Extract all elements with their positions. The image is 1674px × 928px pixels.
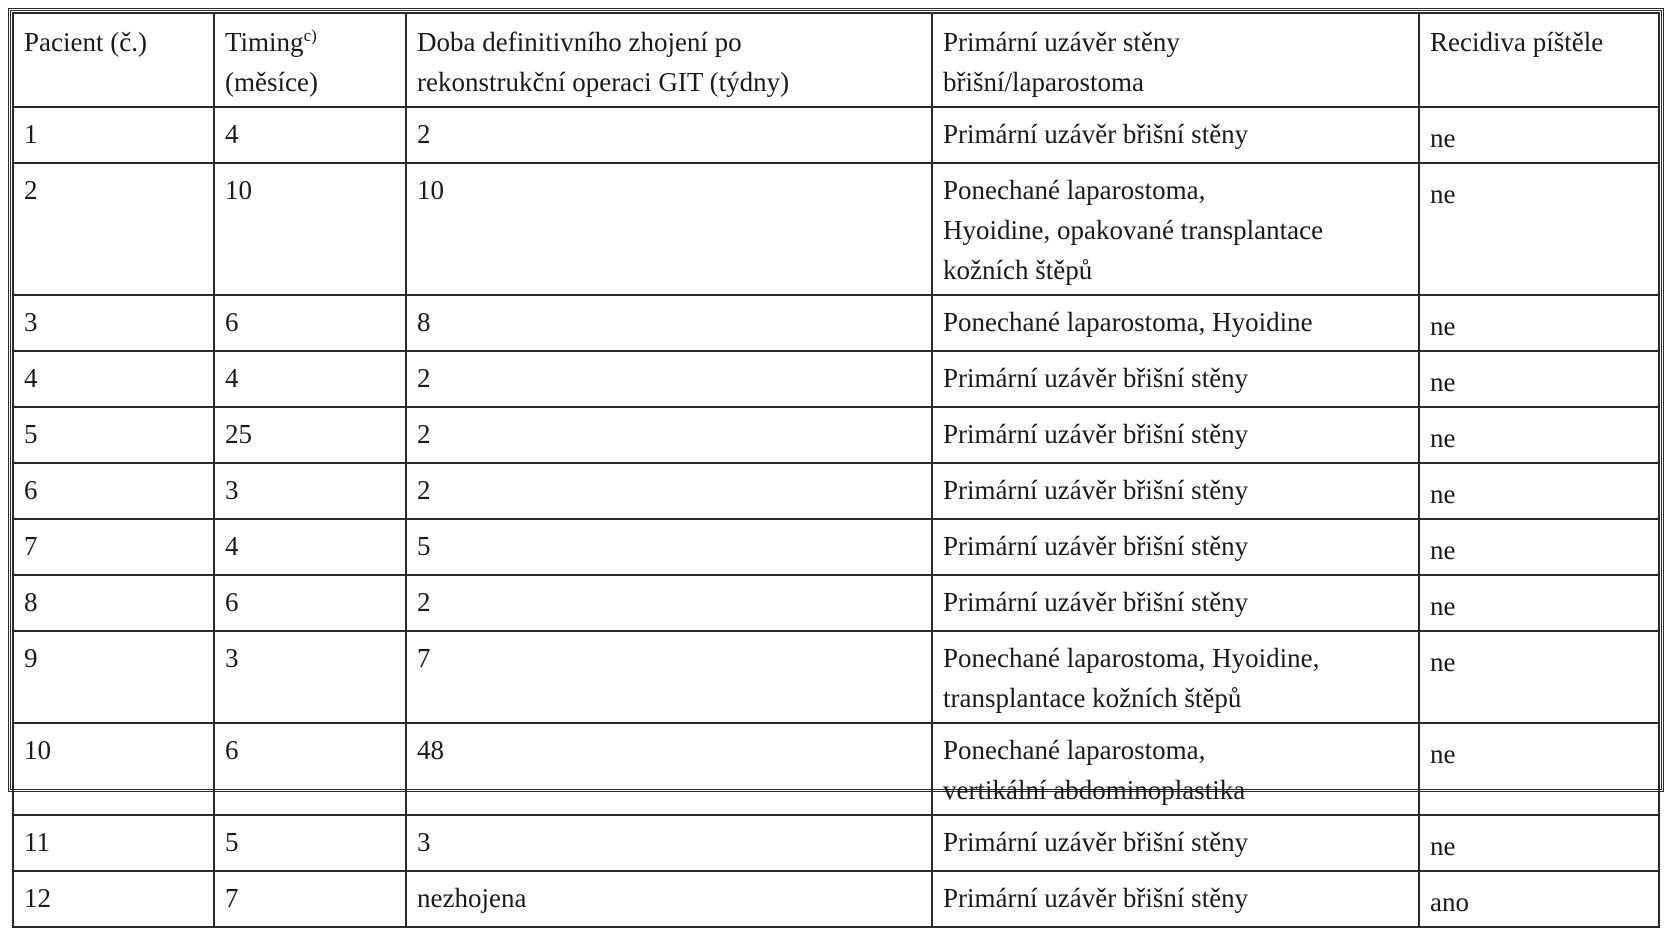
cell-timing — [214, 163, 406, 295]
header-healing — [406, 13, 932, 107]
cell-recurrence-text: ne — [1430, 479, 1456, 509]
cell-recurrence — [1419, 295, 1659, 351]
cell-healing-text: 3 — [417, 827, 431, 857]
cell-healing-text: 48 — [417, 735, 444, 765]
cell-recurrence-text: ano — [1430, 887, 1469, 917]
cell-timing-text: 5 — [225, 827, 239, 857]
cell-timing — [214, 463, 406, 519]
table-row — [13, 295, 1659, 351]
cell-closure-line: Primární uzávěr břišní stěny — [943, 419, 1249, 449]
cell-patient — [13, 107, 214, 163]
header-recurrence-label: Recidiva píštěle — [1430, 27, 1604, 57]
cell-closure-line: Primární uzávěr břišní stěny — [943, 475, 1249, 505]
cell-patient-text: 5 — [24, 419, 38, 449]
cell-patient-text: 12 — [24, 883, 51, 913]
cell-healing-text: 5 — [417, 531, 431, 561]
cell-timing-text: 4 — [225, 119, 239, 149]
cell-timing-text: 25 — [225, 419, 252, 449]
cell-closure-line: Ponechané laparostoma, — [943, 735, 1206, 765]
cell-closure — [932, 871, 1419, 927]
table-row — [13, 407, 1659, 463]
cell-healing — [406, 575, 932, 631]
cell-recurrence-text: ne — [1430, 591, 1456, 621]
cell-patient — [13, 871, 214, 927]
cell-recurrence-text: ne — [1430, 535, 1456, 565]
cell-timing — [214, 575, 406, 631]
cell-patient — [13, 463, 214, 519]
header-healing-line2: rekonstrukční operaci GIT (týdny) — [417, 67, 790, 97]
cell-closure-line: kožních štěpů — [943, 255, 1093, 285]
cell-closure-line: Primární uzávěr břišní stěny — [943, 363, 1249, 393]
cell-closure — [932, 351, 1419, 407]
header-timing-footnote: c) — [303, 26, 317, 45]
cell-recurrence-text: ne — [1430, 179, 1456, 209]
header-closure-line2: břišní/laparostoma — [943, 67, 1144, 97]
cell-closure-line: Primární uzávěr břišní stěny — [943, 883, 1249, 913]
cell-timing — [214, 723, 406, 815]
cell-timing — [214, 519, 406, 575]
cell-healing-text: 2 — [417, 475, 431, 505]
cell-healing-text: 2 — [417, 587, 431, 617]
cell-recurrence-text: ne — [1430, 423, 1456, 453]
header-timing-label: Timing — [225, 27, 304, 57]
patient-results-table — [12, 12, 1660, 928]
cell-timing-text: 6 — [225, 735, 239, 765]
header-timing — [214, 13, 406, 107]
table-row — [13, 519, 1659, 575]
cell-patient-text: 11 — [24, 827, 50, 857]
cell-healing — [406, 519, 932, 575]
cell-recurrence — [1419, 575, 1659, 631]
cell-closure — [932, 163, 1419, 295]
cell-closure — [932, 407, 1419, 463]
cell-healing — [406, 631, 932, 723]
cell-patient — [13, 575, 214, 631]
cell-patient — [13, 723, 214, 815]
cell-closure — [932, 575, 1419, 631]
cell-closure — [932, 295, 1419, 351]
table-row — [13, 871, 1659, 927]
cell-timing-text: 7 — [225, 883, 239, 913]
cell-recurrence — [1419, 107, 1659, 163]
cell-closure-line: Ponechané laparostoma, Hyoidine, — [943, 643, 1320, 673]
header-row — [13, 13, 1659, 107]
cell-closure-line: Primární uzávěr břišní stěny — [943, 119, 1249, 149]
table-row — [13, 107, 1659, 163]
cell-closure — [932, 631, 1419, 723]
cell-recurrence — [1419, 351, 1659, 407]
cell-recurrence-text: ne — [1430, 831, 1456, 861]
table-body — [13, 107, 1659, 927]
cell-closure-line: Ponechané laparostoma, — [943, 175, 1206, 205]
table-row — [13, 575, 1659, 631]
cell-healing-text: 2 — [417, 119, 431, 149]
header-closure-line1: Primární uzávěr stěny — [943, 27, 1180, 57]
cell-recurrence-text: ne — [1430, 311, 1456, 341]
cell-timing — [214, 295, 406, 351]
cell-patient-text: 8 — [24, 587, 38, 617]
cell-patient — [13, 631, 214, 723]
cell-timing-text: 6 — [225, 307, 239, 337]
cell-patient-text: 6 — [24, 475, 38, 505]
cell-timing — [214, 107, 406, 163]
cell-timing — [214, 351, 406, 407]
cell-timing-text: 4 — [225, 363, 239, 393]
cell-timing — [214, 871, 406, 927]
cell-closure-line: vertikální abdominoplastika — [943, 775, 1246, 805]
cell-timing — [214, 631, 406, 723]
cell-closure-line: Primární uzávěr břišní stěny — [943, 587, 1249, 617]
table-row — [13, 163, 1659, 295]
header-patient — [13, 13, 214, 107]
cell-closure-line: Ponechané laparostoma, Hyoidine — [943, 307, 1313, 337]
cell-recurrence — [1419, 519, 1659, 575]
cell-closure — [932, 107, 1419, 163]
cell-recurrence — [1419, 723, 1659, 815]
cell-healing-text: nezhojena — [417, 883, 527, 913]
cell-closure-line: Primární uzávěr břišní stěny — [943, 531, 1249, 561]
header-closure — [932, 13, 1419, 107]
table-row — [13, 351, 1659, 407]
header-healing-line1: Doba definitivního zhojení po — [417, 27, 742, 57]
cell-patient — [13, 407, 214, 463]
cell-patient-text: 7 — [24, 531, 38, 561]
table-frame — [8, 8, 1664, 917]
cell-patient-text: 3 — [24, 307, 38, 337]
header-recurrence — [1419, 13, 1659, 107]
cell-patient-text: 1 — [24, 119, 38, 149]
cell-healing — [406, 407, 932, 463]
cell-recurrence — [1419, 631, 1659, 723]
header-patient-label: Pacient (č.) — [24, 27, 147, 57]
cell-recurrence — [1419, 815, 1659, 871]
table-row — [13, 815, 1659, 871]
table-row — [13, 723, 1659, 815]
cell-closure-line: transplantace kožních štěpů — [943, 683, 1242, 713]
cell-closure — [932, 723, 1419, 815]
cell-recurrence — [1419, 163, 1659, 295]
cell-healing-text: 10 — [417, 175, 444, 205]
cell-timing-text: 3 — [225, 643, 239, 673]
table-row — [13, 463, 1659, 519]
cell-healing-text: 8 — [417, 307, 431, 337]
cell-timing-text: 6 — [225, 587, 239, 617]
header-timing-unit: (měsíce) — [225, 67, 318, 97]
cell-healing — [406, 463, 932, 519]
cell-healing-text: 7 — [417, 643, 431, 673]
cell-patient — [13, 815, 214, 871]
cell-healing — [406, 723, 932, 815]
table-row — [13, 631, 1659, 723]
cell-healing — [406, 163, 932, 295]
cell-timing — [214, 815, 406, 871]
cell-patient-text: 2 — [24, 175, 38, 205]
cell-recurrence — [1419, 407, 1659, 463]
cell-healing — [406, 351, 932, 407]
cell-patient — [13, 163, 214, 295]
cell-closure — [932, 815, 1419, 871]
cell-recurrence-text: ne — [1430, 739, 1456, 769]
cell-recurrence — [1419, 463, 1659, 519]
cell-healing — [406, 295, 932, 351]
cell-patient-text: 10 — [24, 735, 51, 765]
cell-closure — [932, 519, 1419, 575]
cell-healing-text: 2 — [417, 419, 431, 449]
cell-closure-line: Primární uzávěr břišní stěny — [943, 827, 1249, 857]
cell-closure-line: Hyoidine, opakované transplantace — [943, 215, 1324, 245]
cell-recurrence-text: ne — [1430, 367, 1456, 397]
cell-healing — [406, 815, 932, 871]
cell-closure — [932, 463, 1419, 519]
cell-timing-text: 4 — [225, 531, 239, 561]
cell-recurrence — [1419, 871, 1659, 927]
cell-patient — [13, 295, 214, 351]
cell-patient — [13, 519, 214, 575]
cell-timing — [214, 407, 406, 463]
cell-patient — [13, 351, 214, 407]
cell-patient-text: 4 — [24, 363, 38, 393]
cell-recurrence-text: ne — [1430, 123, 1456, 153]
cell-healing — [406, 107, 932, 163]
cell-timing-text: 3 — [225, 475, 239, 505]
cell-patient-text: 9 — [24, 643, 38, 673]
cell-healing — [406, 871, 932, 927]
cell-recurrence-text: ne — [1430, 647, 1456, 677]
cell-timing-text: 10 — [225, 175, 252, 205]
cell-healing-text: 2 — [417, 363, 431, 393]
